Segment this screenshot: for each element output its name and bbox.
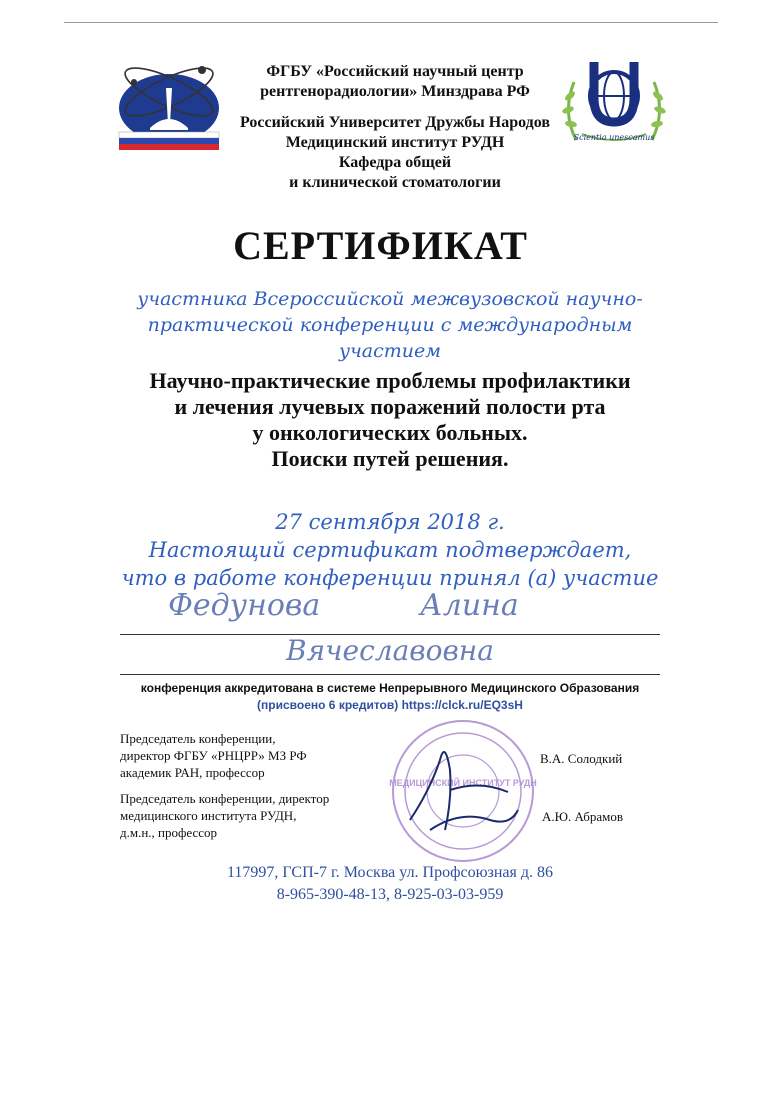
signatory-2-name: А.Ю. Абрамов [542,809,623,824]
participant-line: практической конференции с международным [147,314,633,336]
participant-line: участника Всероссийской межвузовской научно- [137,288,643,310]
stamp-label: МЕДИЦИНСКИЙ ИНСТИТУТ РУДН [389,778,537,788]
name-underline-2 [120,674,660,675]
theme-line: Научно-практические проблемы профилактики [149,368,631,393]
theme-line: у онкологических больных. [252,420,528,445]
signature-scribble [390,730,530,850]
address-line: 117997, ГСП-7 г. Москва ул. Профсоюзная д. 86 [226,864,554,881]
signatory-1-line: академик РАН, профессор [120,765,265,780]
signatory-2-line: медицинского института РУДН, [120,808,297,823]
signatory-1-name: В.А. Солодкий [540,751,623,766]
logo-motto: Scientia unescamus [573,133,655,142]
conference-date: 27 сентября 2018 г. [275,510,505,534]
accreditation-line: конференция аккредитована в системе Непрерывного Медицинского Образования [140,681,640,695]
participant-surname: Федунова [168,588,321,623]
confirm-line: Настоящий сертификат подтверждает, [148,538,632,562]
participant-text [120,286,660,364]
signatory-2-title [120,790,329,841]
conference-theme [90,368,690,472]
contact-address [120,862,660,906]
accreditation-credits: (присвоено 6 кредитов) https://clck.ru/EQ3sH [257,698,523,712]
org2-line: Кафедра общей [338,154,452,171]
signatory-1-title [120,730,307,781]
confirm-line: что в работе конференции принял (а) участие [121,566,659,590]
participant-patronymic: Вячеславовна [286,634,494,667]
rncrr-logo [110,58,228,150]
accreditation-note [60,680,720,714]
rudn-logo [558,52,670,152]
signatory-2-line: Председатель конференции, директор [120,791,330,806]
top-rule [64,22,718,23]
participant-line: участием [338,340,442,362]
org2-line: и клинической стоматологии [289,174,501,191]
participant-firstname: Алина [420,588,519,623]
organization-header-1 [230,62,560,102]
org2-line: Медицинский институт РУДН [285,134,505,151]
signatory-1-line: директор ФГБУ «РНЦРР» МЗ РФ [120,748,307,763]
phone-line: 8-965-390-48-13, 8-925-03-03-959 [276,886,504,903]
theme-line: Поиски путей решения. [271,446,509,471]
theme-line: и лечения лучевых поражений полости рта [174,394,606,419]
org1-line: ФГБУ «Российский научный центр [266,63,524,80]
confirmation-text [120,508,660,592]
organization-header-2 [230,113,560,193]
org2-line: Российский Университет Дружбы Народов [239,114,550,131]
certificate-title: СЕРТИФИКАТ [233,223,528,268]
signatory-2-line: д.м.н., профессор [120,825,218,840]
signatory-1-line: Председатель конференции, [120,731,276,746]
org1-line: рентгенорадиологии» Минздрава РФ [260,83,530,100]
